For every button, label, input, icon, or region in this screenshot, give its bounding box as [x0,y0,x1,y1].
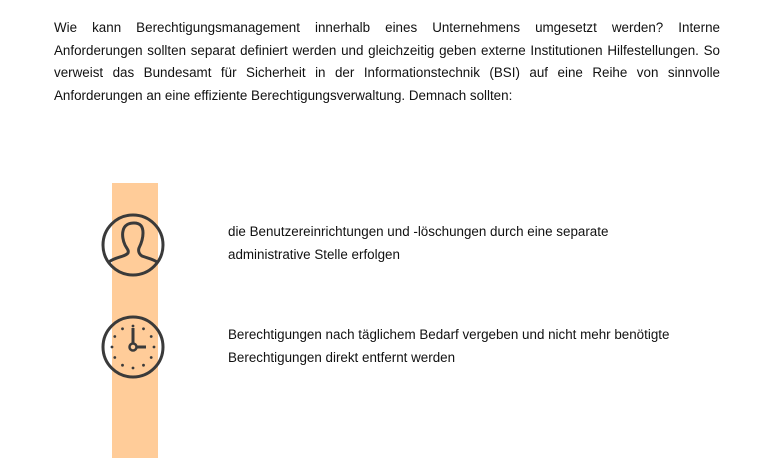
intro-paragraph: Wie kann Berechtigungsmanagement innerhalb eines Unternehmens umgesetzt werden? Interne Anforderungen sollten separat definiert werden und gleichzeitig geben externe Institutionen Hilfestellungen. So verweist das Bundesamt für Sicherheit in der Informationstechnik (BSI) auf eine Reihe von sinnvolle Anforderungen an eine effiziente Berechtigungsverwaltung. Demnach sollten: [54,20,720,104]
clock-icon [101,315,165,379]
list-item: Berechtigungen nach täglichem Bedarf vergeben und nicht mehr benötigte Berechtigungen direkt entfernt werden [228,327,670,365]
user-icon [101,213,165,277]
list-item: die Benutzereinrichtungen und -löschungen durch eine separate administrative Stelle erfolgen [228,224,609,262]
